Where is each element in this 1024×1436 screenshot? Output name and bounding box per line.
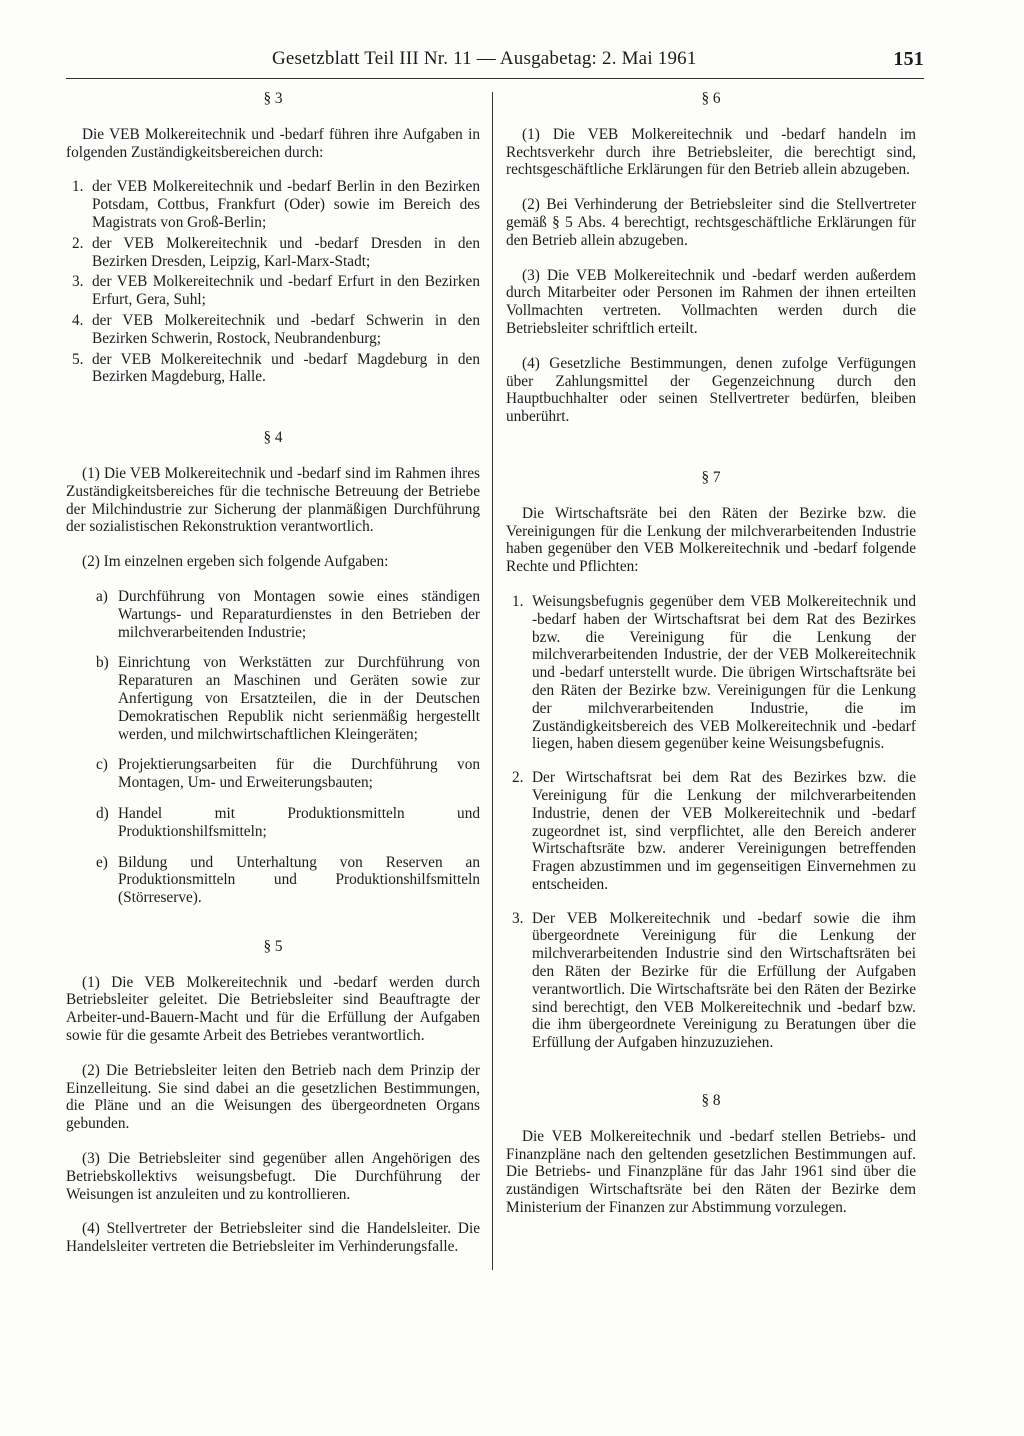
section-heading-7: § 7 <box>701 468 721 486</box>
list-item <box>66 312 480 348</box>
paragraph: (2) Die Betriebsleiter leiten den Betrieb nach dem Prinzip der Einzelleitung. Sie sind dabei an die gesetzlichen Bestimmungen, die Pläne und an die Weisungen des übergeordneten Organs gebunden. <box>66 1061 480 1133</box>
list-marker: 2. <box>512 769 524 787</box>
list-item <box>66 273 480 309</box>
list-marker: 4. <box>72 311 84 329</box>
list-item <box>66 854 480 907</box>
header-rule <box>66 78 924 79</box>
district-list <box>66 178 480 386</box>
list-marker: b) <box>96 654 109 672</box>
list-item <box>66 756 480 792</box>
list-marker: c) <box>96 756 108 774</box>
list-marker: 3. <box>72 273 84 291</box>
paragraph: Die VEB Molkereitechnik und -bedarf führen ihre Aufgaben in folgenden Zuständigkeitsbereichen durch: <box>66 125 480 161</box>
right-column <box>506 90 916 1234</box>
list-marker: 3. <box>512 909 524 927</box>
paragraph: (1) Die VEB Molkereitechnik und -bedarf sind im Rahmen ihres Zuständigkeitsbereiches für die technische Betreuung der Betriebe der Milchindustrie zur Sicherung der planmäßigen Durchführung der sozialistischen Rekonstruktion verantwortlich. <box>66 464 480 536</box>
list-text: der VEB Molkereitechnik und -bedarf Erfurt in den Bezirken Erfurt, Gera, Suhl; <box>92 273 480 309</box>
paragraph: (3) Die Betriebsleiter sind gegenüber allen Angehörigen des Betriebskollektivs weisungsbefugt. Die Durchführung der Weisungen ist anzuleiten und zu kontrollieren. <box>66 1150 480 1203</box>
list-text: Bildung und Unterhaltung von Reserven an Produktionsmitteln und Produktionshilfsmitteln (Störreserve). <box>118 853 480 907</box>
list-marker: 5. <box>72 350 84 368</box>
section-heading-6: § 6 <box>701 90 721 107</box>
list-item <box>66 805 480 841</box>
list-text: der VEB Molkereitechnik und -bedarf Dresden in den Bezirken Dresden, Leipzig, Karl-Marx-Stadt; <box>92 234 480 270</box>
paragraph: (4) Gesetzliche Bestimmungen, denen zufolge Verfügungen über Zahlungsmittel der Gegenzeichnung durch den Hauptbuchhalter oder seinen Stellvertreter bedürfen, bleiben unberührt. <box>506 354 916 426</box>
page-number: 151 <box>893 48 924 70</box>
list-marker: a) <box>96 587 108 605</box>
task-list <box>66 588 480 907</box>
list-text: Der Wirtschaftsrat bei dem Rat des Bezirkes bzw. die Vereinigung für die Lenkung der milchverarbeitenden Industrie, denen der VEB Molkereitechnik und -bedarf zugeordnet ist, sind verpflichtet, alle den Bereich anderer Wirtschaftsräte bzw. anderer Vereinigungen betreffenden Fragen abzustimmen und im gegenseitigen Einvernehmen zu entscheiden. <box>532 769 916 893</box>
list-text: Durchführung von Montagen sowie eines ständigen Wartungs- und Reparaturdienstes in den Betrieben der milchverarbeitenden Industrie; <box>118 587 480 641</box>
list-marker: d) <box>96 804 109 822</box>
paragraph: (1) Die VEB Molkereitechnik und -bedarf werden durch Betriebsleiter geleitet. Die Betriebsleiter sind Beauftragte der Arbeiter-und-Bauern-Macht und für die Erfüllung der Aufgaben sowie für die gesamte Arbeit des Betriebes verantwortlich. <box>66 973 480 1045</box>
list-item <box>66 178 480 231</box>
paragraph: Die VEB Molkereitechnik und -bedarf stellen Betriebs- und Finanzpläne nach den geltenden gesetzlichen Bestimmungen auf. Die Betriebs- und Finanzpläne für das Jahr 1961 sind über die zuständigen Wirtschaftsräte bei den Räten der Bezirke dem Ministerium der Finanzen zur Abstimmung vorzulegen. <box>506 1127 916 1217</box>
left-column <box>66 90 480 1273</box>
gazette-title: Gesetzblatt Teil III Nr. 11 — Ausgabetag: 2. Mai 1961 <box>272 48 697 69</box>
paragraph: (1) Die VEB Molkereitechnik und -bedarf handeln im Rechtsverkehr durch ihre Betriebsleiter, die berechtigt sind, rechtsgeschäftliche Erklärungen für den Betrieb allein abzugeben. <box>506 125 916 179</box>
page-header <box>272 48 924 74</box>
paragraph: (3) Die VEB Molkereitechnik und -bedarf werden außerdem durch Mitarbeiter oder Personen im Rahmen der ihnen erteilten Vollmachten vertreten. Vollmachten werden durch die Betriebsleiter schriftlich erteilt. <box>506 266 916 337</box>
list-text: Weisungsbefugnis gegenüber dem VEB Molkereitechnik und -bedarf haben der Wirtschaftsrat bei dem Rat des Bezirkes bzw. die Vereinigung für die Lenkung der milchverarbeitenden Industrie, der der VEB Molkereitechnik und -bedarf unterstellt wurde. Die übrigen Wirtschaftsräte bei den Räten der Bezirke bzw. Vereinigungen für die Lenkung der milchverarbeitenden Industrie, die im Zuständigkeitsbereich des VEB Molkereitechnik und -bedarf liegen, haben diesem gegenüber keine Weisungsbefugnis. <box>532 592 916 753</box>
list-item <box>506 593 916 753</box>
section-heading-5: § 5 <box>263 937 283 955</box>
list-text: Projektierungsarbeiten für die Durchführung von Montagen, Um- und Erweiterungsbauten; <box>118 756 480 792</box>
list-text: Handel mit Produktionsmitteln und Produktionshilfsmitteln; <box>118 804 480 840</box>
list-text: der VEB Molkereitechnik und -bedarf Berlin in den Bezirken Potsdam, Cottbus, Frankfurt (Oder) sowie im Bereich des Magistrats von Groß-Berlin; <box>92 178 480 231</box>
list-item <box>66 351 480 387</box>
paragraph: (2) Bei Verhinderung der Betriebsleiter sind die Stellvertreter gemäß § 5 Abs. 4 berechtigt, rechtsgeschäftliche Erklärungen für den Betrieb allein abzugeben. <box>506 196 916 249</box>
list-item <box>506 910 916 1052</box>
duties-list <box>506 593 916 1052</box>
list-marker: 1. <box>72 178 84 196</box>
column-divider <box>492 92 493 1270</box>
paragraph: (2) Im einzelnen ergeben sich folgende Aufgaben: <box>82 553 389 571</box>
paragraph: Die Wirtschaftsräte bei den Räten der Bezirke bzw. die Vereinigungen für die Lenkung der milchverarbeitenden Industrie haben gegenüber den VEB Molkereitechnik und -bedarf folgende Rechte und Pflichten: <box>506 504 916 576</box>
list-marker: 1. <box>512 592 524 610</box>
paragraph: (4) Stellvertreter der Betriebsleiter sind die Handelsleiter. Die Handelsleiter vertreten die Betriebsleiter im Verhinderungsfalle. <box>66 1220 480 1256</box>
list-item <box>66 235 480 271</box>
list-text: der VEB Molkereitechnik und -bedarf Magdeburg in den Bezirken Magdeburg, Halle. <box>92 350 480 386</box>
list-text: Der VEB Molkereitechnik und -bedarf sowie die ihm übergeordnete Vereinigung für die Lenkung der milchverarbeitenden Industrie sind den Wirtschaftsräten bei den Räten der Bezirke für die Erfüllung der Aufgaben verantwortlich. Die Wirtschaftsräte bei den Räten der Bezirke sind berechtigt, den VEB Molkereitechnik und -bedarf bzw. die ihm übergeordnete Vereinigung zu Beratungen über die Erfüllung der Aufgaben hinzuzuziehen. <box>532 909 916 1052</box>
list-text: Einrichtung von Werkstätten zur Durchführung von Reparaturen an Maschinen und Geräten sowie zur Anfertigung von Ersatzteilen, die in der Deutschen Demokratischen Republik nicht serienmäßig hergestellt werden, und milchwirtschaftlichen Kleingeräten; <box>118 654 480 743</box>
list-item <box>66 588 480 641</box>
section-heading-8: § 8 <box>701 1092 721 1110</box>
section-heading-3: § 3 <box>263 90 283 107</box>
section-heading-4: § 4 <box>263 429 283 447</box>
list-item <box>66 654 480 743</box>
list-item <box>506 769 916 894</box>
list-text: der VEB Molkereitechnik und -bedarf Schwerin in den Bezirken Schwerin, Rostock, Neubrandenburg; <box>92 311 480 347</box>
list-marker: 2. <box>72 234 84 252</box>
list-marker: e) <box>96 853 108 871</box>
